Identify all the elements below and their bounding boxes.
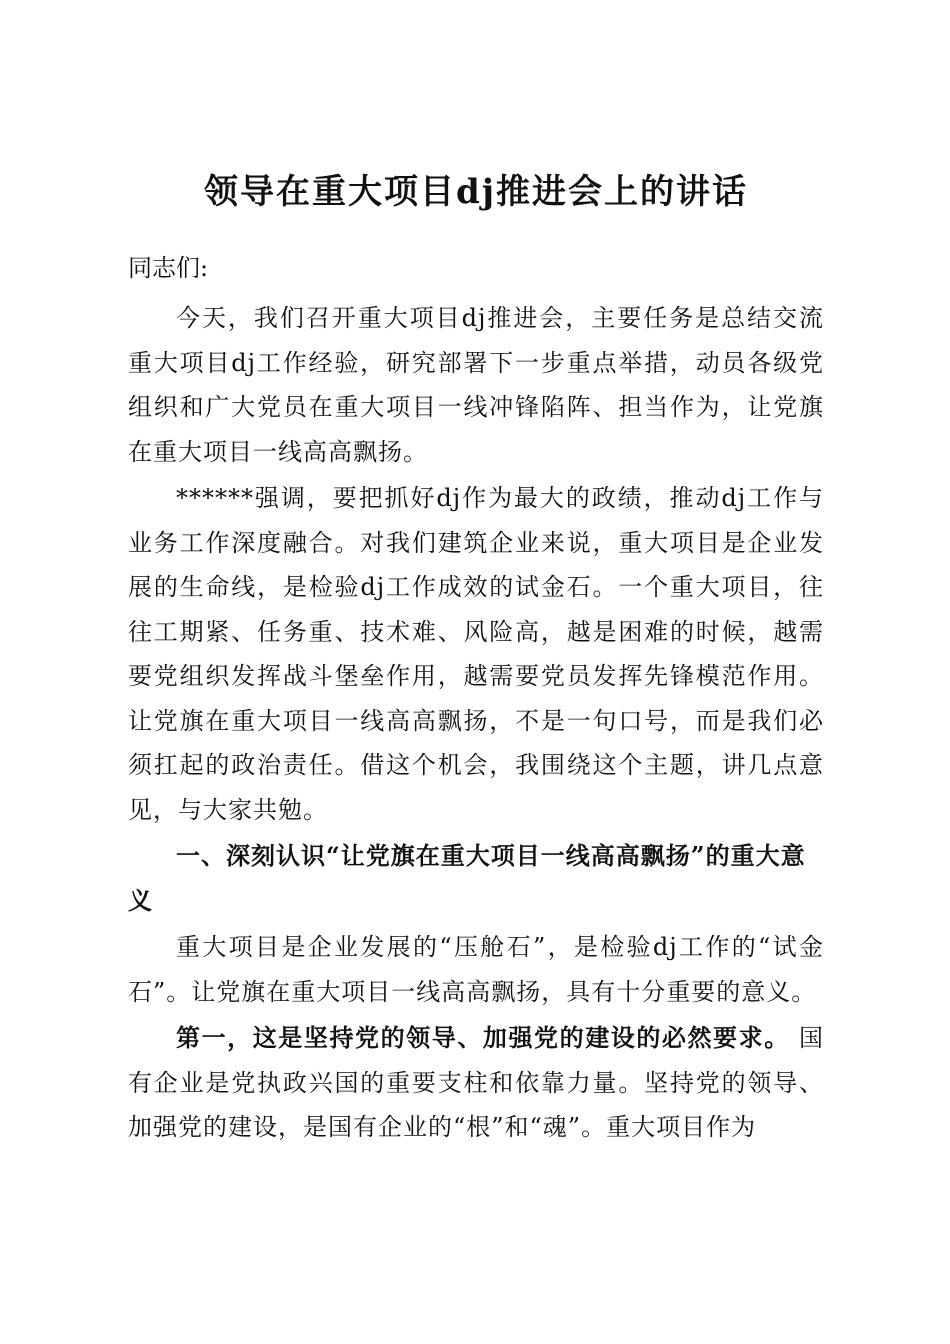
document-title: 领导在重大项目dj推进会上的讲话 bbox=[203, 172, 749, 212]
paragraph-emphasis: ******强调，要把抓好dj作为最大的政绩，推动dj工作与业务工作深度融合。对我们建筑企业来说，重大项目是企业发展的生命线，是检验dj工作成效的试金石。一个重大项目，往往工期紧、任务重、技术难、风险高，越是困难的时候，越需要党组织发挥战斗堡垒作用，越需要党员发挥先锋模范作用。让党旗在重大项目一线高高飘扬，不是一句口号，而是我们必须扛起的政治责任。借这个机会，我围绕这个主题，讲几点意见，与大家共勉。 bbox=[128, 484, 824, 824]
paragraph-intro: 今天，我们召开重大项目dj推进会，主要任务是总结交流重大项目dj工作经验，研究部署下一步重点举措，动员各级党组织和广大党员在重大项目一线冲锋陷阵、担当作为，让党旗在重大项目一线高高飘扬。 bbox=[128, 304, 824, 466]
section-heading: 一、深刻认识“让党旗在重大项目一线高高飘扬”的重大意义 bbox=[128, 841, 806, 915]
point-lead: 第一，这是坚持党的领导、加强党的建设的必然要求。 bbox=[176, 1023, 790, 1052]
document-page bbox=[128, 160, 824, 1152]
section-paragraph: 重大项目是企业发展的“压舱石”，是检验dj工作的“试金石”。让党旗在重大项目一线高高飘扬，具有十分重要的意义。 bbox=[128, 933, 824, 1006]
point-paragraph bbox=[128, 1016, 824, 1150]
point-body: 国有企业是党执政兴国的重要支柱和依靠力量。坚持党的领导、加强党的建设，是国有企业的“根”和“魂”。重大项目作为 bbox=[128, 1024, 825, 1141]
salutation: 同志们: bbox=[128, 254, 209, 282]
